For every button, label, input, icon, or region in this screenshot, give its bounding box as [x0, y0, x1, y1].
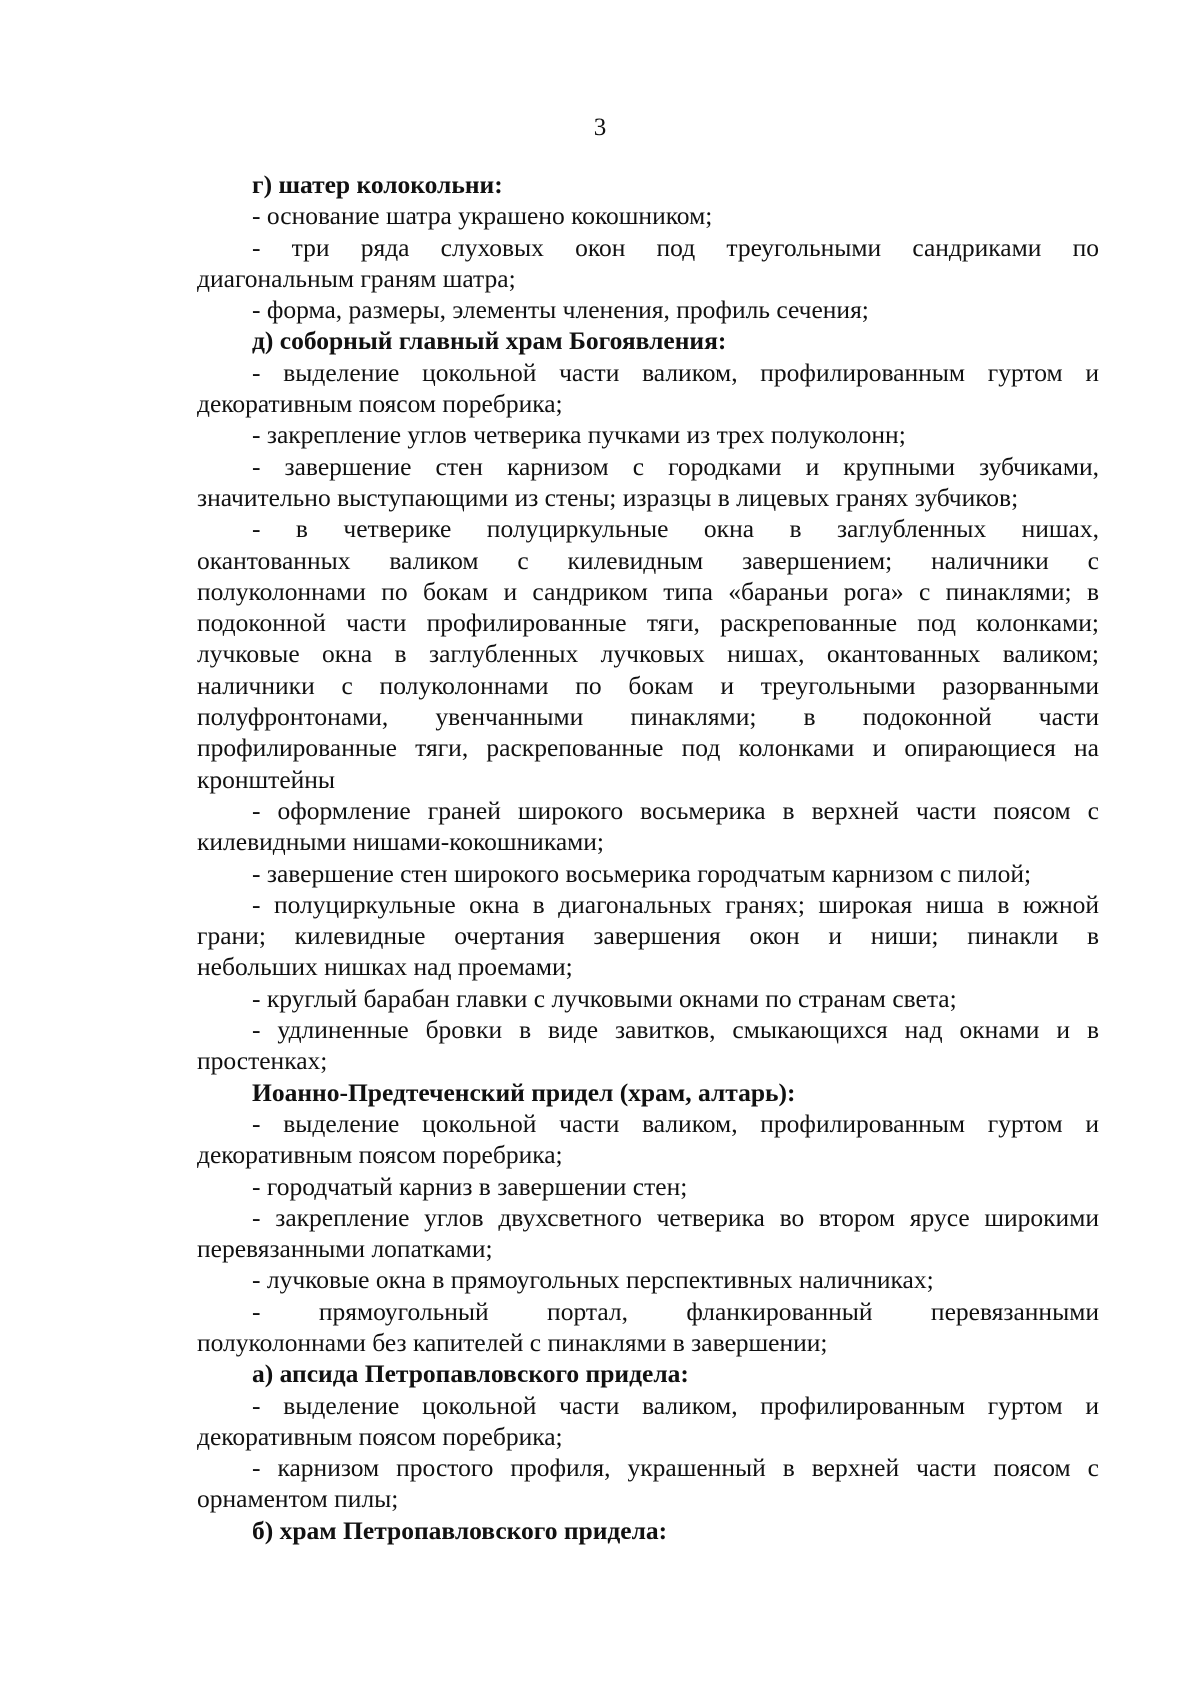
text-line: - три ряда слуховых окон под треугольными сандриками по	[252, 232, 1099, 262]
text-line: - завершение стен карнизом с городками и крупными зубчиками,	[252, 451, 1099, 481]
text-line: - выделение цокольной части валиком, профилированным гуртом и	[252, 1390, 1099, 1420]
text-line: значительно выступающими из стены; изразцы в лицевых гранях зубчиков;	[197, 482, 1019, 512]
text-line: окантованных валиком с килевидным завершением; наличники с	[197, 545, 1099, 575]
text-line: грани; килевидные очертания завершения окон и ниши; пинакли в	[197, 921, 1099, 951]
text-line: кронштейны	[197, 764, 336, 794]
text-line: - карнизом простого профиля, украшенный в верхней части поясом с	[252, 1453, 1099, 1483]
text-line: наличники с полуколоннами по бокам и треугольными разорванными	[197, 670, 1099, 700]
text-line: декоративным поясом поребрика;	[197, 1140, 563, 1170]
text-line: полуфронтонами, увенчанными пинаклями; в подоконной части	[197, 702, 1099, 732]
text-line: профилированные тяги, раскрепованные под колонками и опирающиеся на	[197, 733, 1099, 763]
text-line: подоконной части профилированные тяги, раскрепованные под колонками;	[197, 608, 1099, 638]
text-line: - в четверике полуциркульные окна в заглубленных нишах,	[252, 514, 1099, 544]
text-line: лучковые окна в заглубленных лучковых нишах, окантованных валиком;	[197, 639, 1099, 669]
text-line: декоративным поясом поребрика;	[197, 1421, 563, 1451]
text-line: полуколоннами по бокам и сандриком типа «бараньи рога» с пинаклями; в	[197, 576, 1099, 606]
text-line: - выделение цокольной части валиком, профилированным гуртом и	[252, 1108, 1099, 1138]
text-line: килевидными нишами-кокошниками;	[197, 827, 605, 857]
text-line: - выделение цокольной части валиком, профилированным гуртом и	[252, 357, 1099, 387]
text-line: - полуциркульные окна в диагональных гранях; широкая ниша в южной	[252, 889, 1099, 919]
text-line: небольших нишках над проемами;	[197, 952, 573, 982]
text-line: простенках;	[197, 1046, 328, 1076]
text-line: - прямоугольный портал, фланкированный перевязанными	[252, 1296, 1099, 1326]
text-line: - круглый барабан главки с лучковыми окнами по странам света;	[252, 983, 957, 1013]
text-line: - закрепление углов двухсветного четверика во втором ярусе широкими	[252, 1202, 1099, 1232]
text-line: диагональным граням шатра;	[197, 263, 516, 293]
section-heading-line: г) шатер колокольни:	[252, 170, 503, 199]
text-line: полуколоннами без капителей с пинаклями в завершении;	[197, 1327, 828, 1357]
text-line: - городчатый карниз в завершении стен;	[252, 1171, 688, 1201]
page-number: 3	[593, 114, 607, 141]
section-heading-line: Иоанно-Предтеченский придел (храм, алтарь):	[252, 1077, 796, 1107]
text-line: - лучковые окна в прямоугольных перспективных наличниках;	[252, 1265, 934, 1295]
document-body	[197, 169, 1099, 1546]
text-line: - удлиненные бровки в виде завитков, смыкающихся над окнами и в	[252, 1015, 1099, 1045]
text-line: - оформление граней широкого восьмерика в верхней части поясом с	[252, 795, 1099, 825]
section-heading-line: д) соборный главный храм Богоявления:	[252, 326, 727, 356]
section-heading-line: б) храм Петропавловского придела:	[252, 1515, 668, 1545]
text-line: орнаментом пилы;	[197, 1484, 399, 1514]
section-heading-line: а) апсида Петропавловского придела:	[252, 1359, 689, 1389]
text-line: - закрепление углов четверика пучками из трех полуколонн;	[252, 420, 906, 450]
text-line: - форма, размеры, элементы членения, профиль сечения;	[252, 295, 869, 325]
text-line: перевязанными лопатками;	[197, 1234, 493, 1264]
text-line: - завершение стен широкого восьмерика городчатым карнизом с пилой;	[252, 858, 1032, 888]
text-line: - основание шатра украшено кокошником;	[252, 201, 713, 231]
text-line: декоративным поясом поребрика;	[197, 389, 563, 419]
